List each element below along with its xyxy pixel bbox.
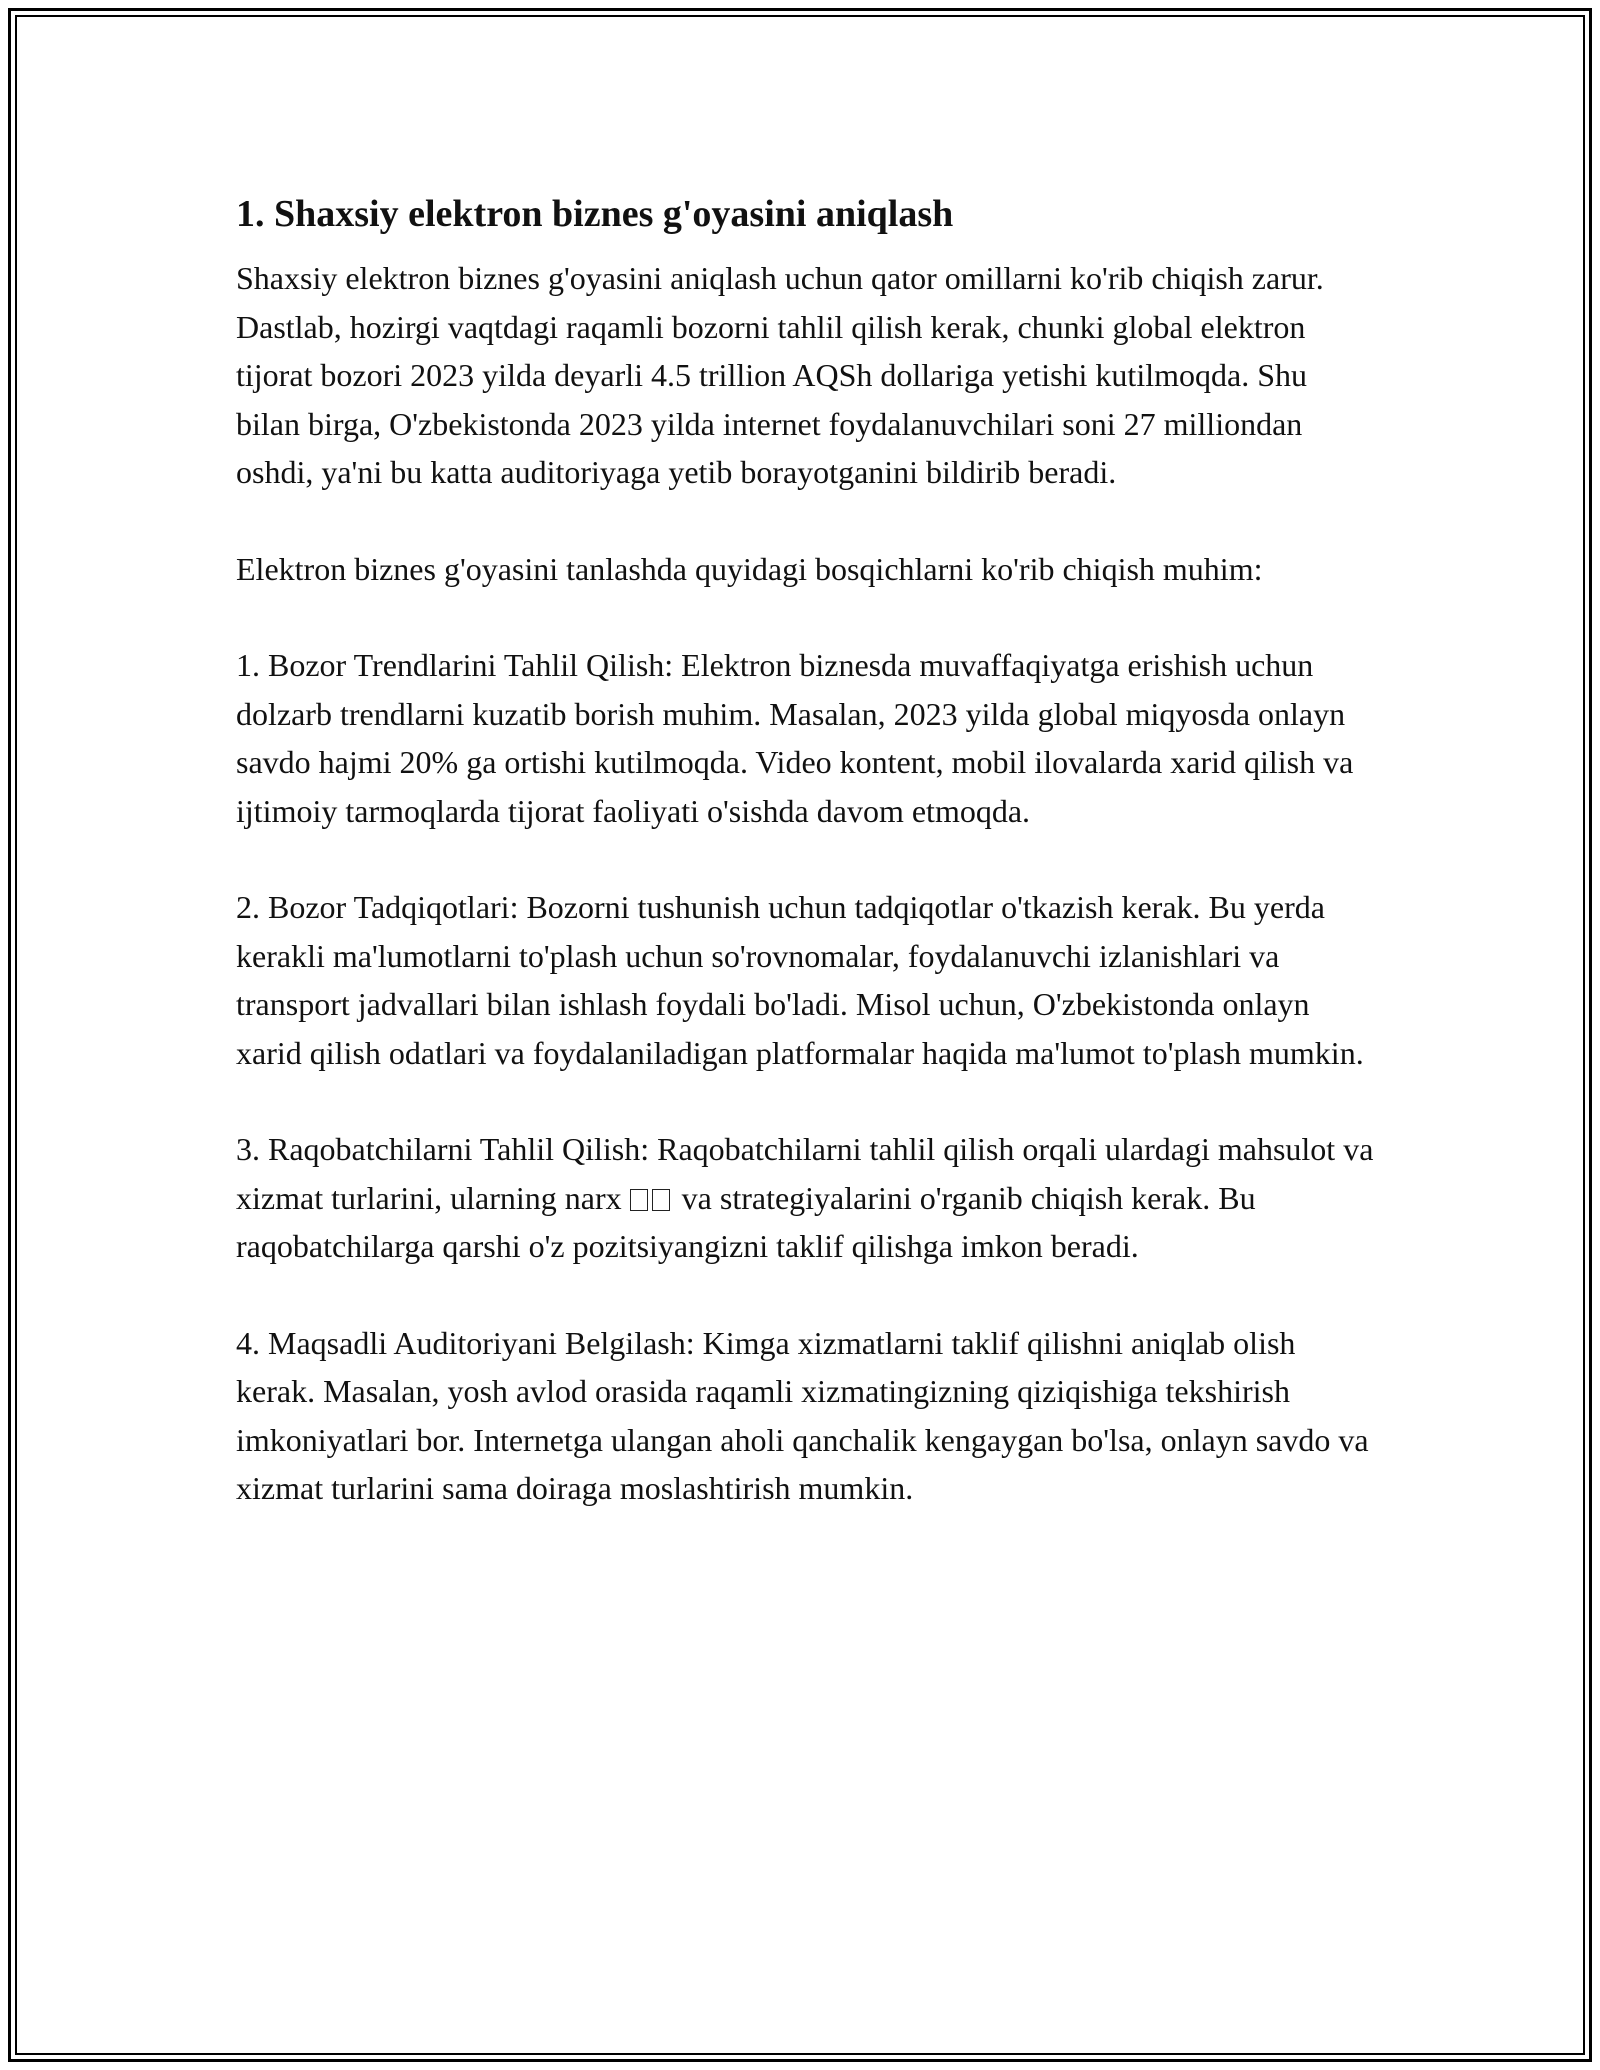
section-heading: 1. Shaxsiy elektron biznes g'oyasini aniqlash [236, 193, 954, 235]
paragraph-steps-intro: Elektron biznes g'oyasini tanlashda quyidagi bosqichlarni ko'rib chiqish muhim: [236, 550, 1263, 587]
document-body [236, 186, 1376, 1513]
paragraph-target-audience: 4. Maqsadli Auditoriyani Belgilash: Kimga xizmatlarni taklif qilishni aniqlab olish kerak. Masalan, yosh avlod orasida raqamli xizmatingizning qiziqishiga tekshirish imkoniyatlari bor. Internetga ulangan aholi qanchalik kengaygan bo'lsa, onlayn savdo va xizmat turlarini sama doiraga moslashtirish mumkin. [236, 1324, 1369, 1506]
missing-glyph-box-icon [652, 1189, 670, 1211]
paragraph-competitor-analysis [236, 1125, 1376, 1271]
missing-glyph-box-icon [630, 1189, 648, 1211]
paragraph-market-research: 2. Bozor Tadqiqotlari: Bozorni tushunish uchun tadqiqotlar o'tkazish kerak. Bu yerda kerakli ma'lumotlarni to'plash uchun so'rovnomalar, foydalanuvchi izlanishlari va transport jadvallari bilan ishlash foydali bo'ladi. Misol uchun, O'zbekistonda onlayn xarid qilish odatlari va foydalaniladigan platformalar haqida ma'lumot to'plash mumkin. [236, 889, 1364, 1071]
paragraph-competitor-text-before: 3. Raqobatchilarni Tahlil Qilish: Raqobatchilarni tahlil qilish orqali ulardagi mahsulot va xizmat turlarini, ularning narx [236, 1131, 1374, 1216]
paragraph-intro: Shaxsiy elektron biznes g'oyasini aniqlash uchun qator omillarni ko'rib chiqish zarur. Dastlab, hozirgi vaqtdagi raqamli bozorni tahlil qilish kerak, chunki global elektron tijorat bozori 2023 yilda deyarli 4.5 trillion AQSh dollariga yetishi kutilmoqda. Shu bilan birga, O'zbekistonda 2023 yilda internet foydalanuvchilari soni 27 milliondan oshdi, ya'ni bu katta auditoriyaga yetib borayotganini bildirib beradi. [236, 260, 1324, 490]
paragraph-competitor-text-after: va strategiyalarini o'rganib chiqish kerak. Bu raqobatchilarga qarshi o'z pozitsiyangizni taklif qilishga imkon beradi. [236, 1179, 1256, 1264]
paragraph-market-trends: 1. Bozor Trendlarini Tahlil Qilish: Elektron biznesda muvaffaqiyatga erishish uchun dolzarb trendlarni kuzatib borish muhim. Masalan, 2023 yilda global miqyosda onlayn savdo hajmi 20% ga ortishi kutilmoqda. Video kontent, mobil ilovalarda xarid qilish va ijtimoiy tarmoqlarda tijorat faoliyati o'sishda davom etmoqda. [236, 647, 1354, 829]
